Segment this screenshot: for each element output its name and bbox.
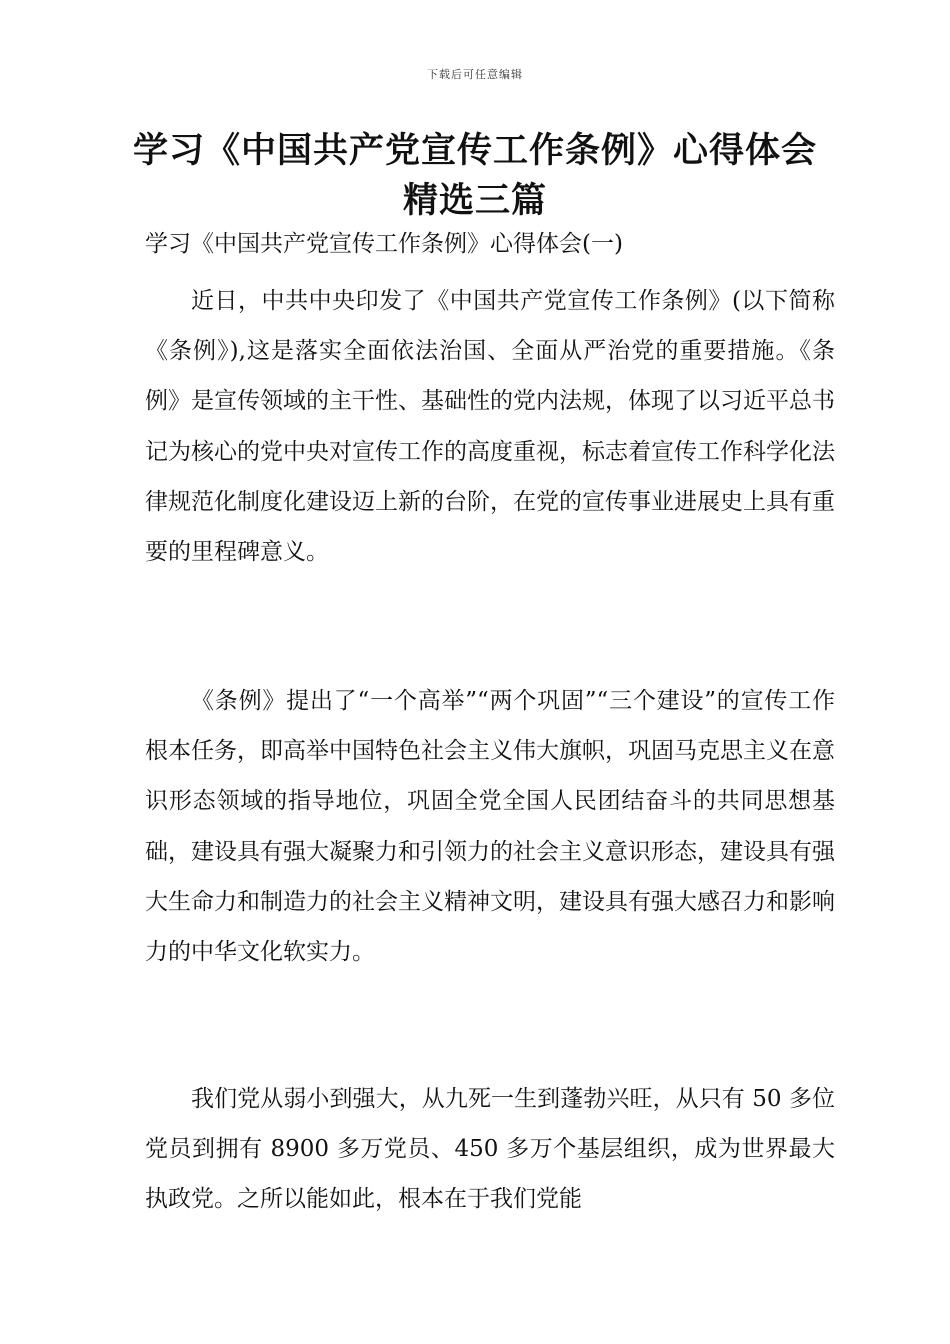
section-subtitle: 学习《中国共产党宣传工作条例》心得体会(一) [145, 231, 623, 257]
body-paragraph-1: 近日，中共中央印发了《中国共产党宣传工作条例》(以下简称《条例》),这是落实全面依法治国、全面从严治党的重要措施。《条例》是宣传领域的主干性、基础性的党内法规，体现了以习近平总书记为核心的党中央对宣传工作的高度重视，标志着宣传工作科学化法律规范化制度化建设迈上新的台阶，在党的宣传事业进展史上具有重要的里程碑意义。 [145, 288, 835, 566]
body-paragraph-3: 我们党从弱小到强大，从九死一生到蓬勃兴旺，从只有 50 多位党员到拥有 8900 多万党员、450 多万个基层组织，成为世界最大执政党。之所以能如此，根本在于我们党能 [145, 1086, 835, 1213]
body-paragraph-2: 《条例》提出了“一个高举”“两个巩固”“三个建设”的宣传工作根本任务，即高举中国特色社会主义伟大旗帜，巩固马克思主义在意识形态领域的指导地位，巩固全党全国人民团结奋斗的共同思想基础，建设具有强大凝聚力和引领力的社会主义意识形态，建设具有强大生命力和制造力的社会主义精神文明，建设具有强大感召力和影响力的中华文化软实力。 [145, 688, 835, 966]
page-header-note: 下载后可任意编辑 [427, 68, 523, 81]
document-title: 学习《中国共产党宣传工作条例》心得体会精选三篇 [132, 131, 817, 221]
